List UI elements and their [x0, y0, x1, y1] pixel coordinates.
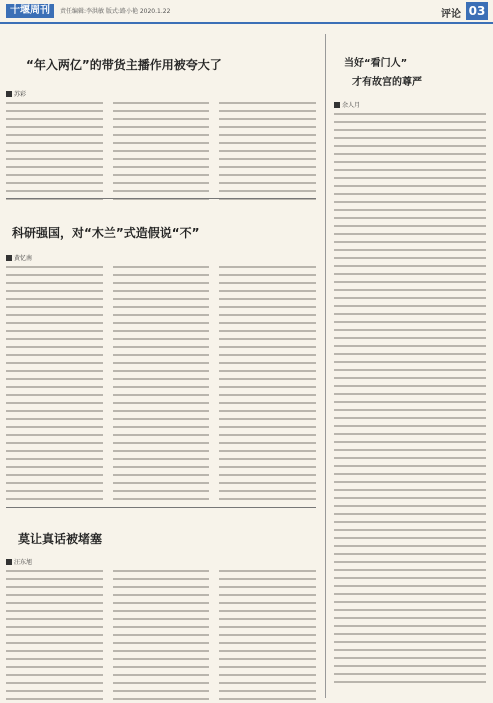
article-author: 黄忆南	[14, 255, 33, 262]
article-headline: 当好“看门人”	[344, 58, 408, 69]
editor-credits: 责任编辑:李洪敏 版式:路小艳 2020.1.22	[60, 8, 171, 15]
article-body	[334, 113, 486, 693]
byline-marker-icon	[6, 255, 12, 261]
article-author: 余人月	[342, 102, 361, 109]
body-column	[113, 266, 210, 506]
body-column	[219, 266, 316, 506]
body-column	[334, 113, 486, 693]
article-moshi	[6, 510, 316, 700]
article-byline	[6, 89, 316, 98]
article-headline: 科研强国，对“木兰”式造假说“不”	[12, 226, 200, 240]
section-divider	[6, 198, 316, 199]
article-kanmenren	[334, 34, 486, 698]
section-title: 评论	[441, 9, 461, 20]
masthead-rule	[0, 22, 493, 24]
article-byline	[6, 253, 316, 262]
newspaper-brand: 十堰周刊	[6, 4, 54, 18]
byline-marker-icon	[6, 559, 12, 565]
body-column	[6, 266, 103, 506]
article-author: 汪东旭	[14, 559, 33, 566]
article-author: 苏彩	[14, 91, 27, 98]
article-nianwei	[6, 34, 316, 194]
article-headline: 才有故宫的尊严	[352, 77, 422, 88]
article-body	[6, 266, 316, 506]
byline-marker-icon	[6, 91, 12, 97]
article-keji	[6, 202, 316, 504]
article-body	[6, 102, 316, 206]
article-byline	[334, 100, 486, 109]
body-column	[6, 570, 103, 702]
body-column	[113, 102, 210, 206]
body-column	[113, 570, 210, 702]
byline-marker-icon	[334, 102, 340, 108]
article-headline: 莫让真话被堵塞	[18, 532, 103, 546]
column-divider	[325, 34, 326, 698]
masthead	[0, 0, 493, 22]
page-number: 03	[466, 2, 488, 20]
article-headline: “年入两亿”的带货主播作用被夸大了	[26, 58, 222, 72]
body-column	[6, 102, 103, 206]
article-body	[6, 570, 316, 702]
body-column	[219, 570, 316, 702]
section-divider	[6, 507, 316, 508]
body-column	[219, 102, 316, 206]
article-byline	[6, 557, 316, 566]
